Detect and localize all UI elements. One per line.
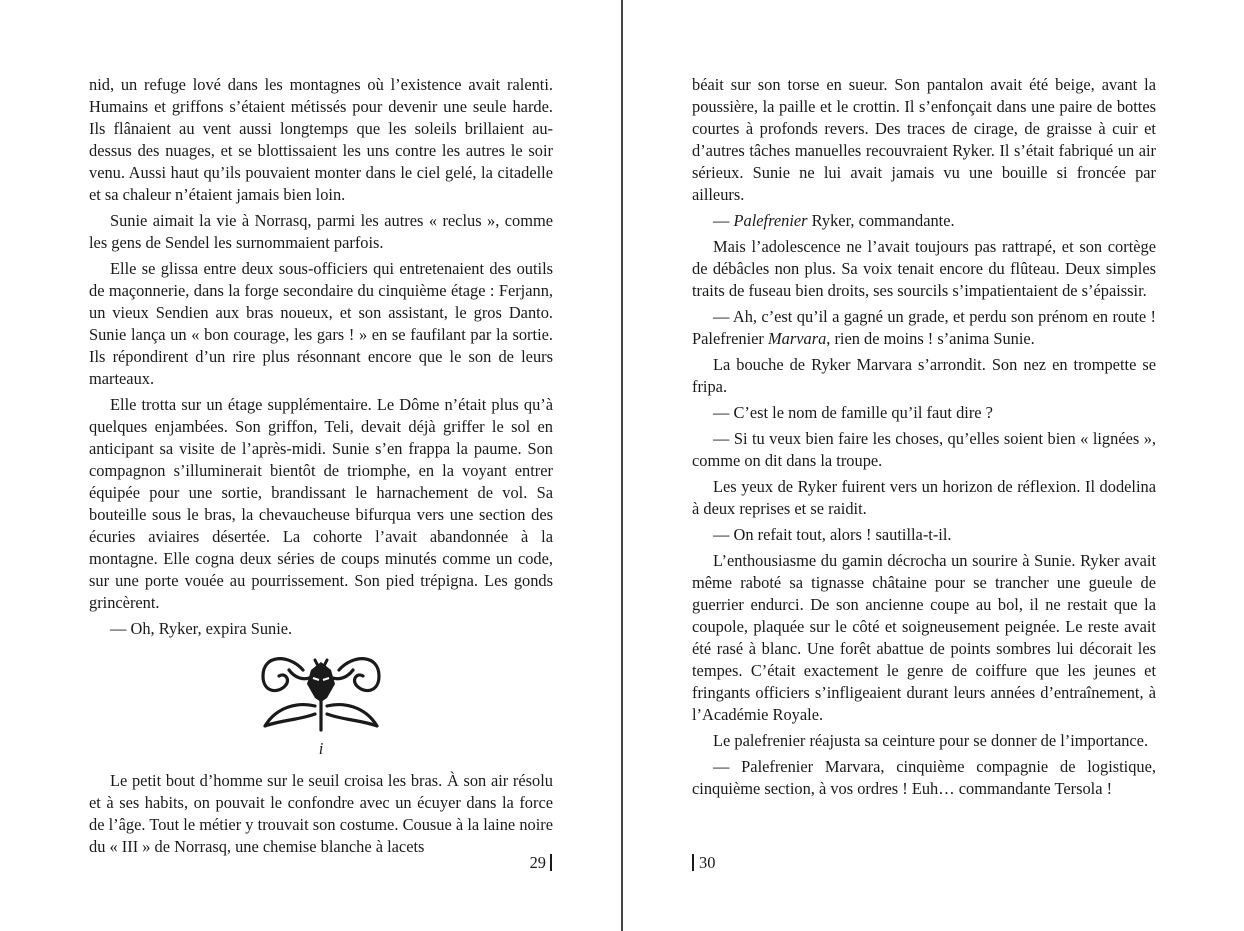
text-run: — [713, 211, 734, 230]
paragraph: Sunie aimait la vie à Norrasq, parmi les autres « reclus », comme les gens de Sendel les surnommaient parfois. [89, 211, 553, 252]
text-run: , rien de moins ! s’anima Sunie. [826, 329, 1035, 348]
paragraph: — Si tu veux bien faire les choses, qu’elles soient bien « lignées », comme on dit dans la troupe. [692, 429, 1156, 470]
page-number-left [530, 853, 552, 873]
folio-number: 30 [699, 853, 716, 872]
paragraph: Les yeux de Ryker fuirent vers un horizon de réflexion. Il dodelina à deux reprises et se raidit. [692, 477, 1156, 518]
paragraph: Mais l’adolescence ne l’avait toujours pas rattrapé, et son cortège de débâcles non plus. Sa voix tenait encore du flûteau. Deux simples traits de fuseau bien droits, ses sourcils s’impatientaient de s’épaissir. [692, 237, 1156, 300]
italic-text: Palefrenier [733, 211, 808, 230]
italic-text: Marvara [768, 329, 827, 348]
paragraph [692, 306, 1156, 350]
griffin-emblem-icon [259, 648, 383, 732]
paragraph [692, 210, 1156, 232]
section-break [89, 648, 553, 760]
page-number-right [692, 853, 715, 873]
paragraph: Le petit bout d’homme sur le seuil croisa les bras. À son air résolu et à ses habits, on pouvait le confondre avec un écuyer dans la force de l’âge. Tout le métier y trouvait son costume. Cousue à la laine noire du « III » de Norrasq, une chemise blanche à lacets [89, 771, 553, 856]
paragraph: nid, un refuge lové dans les montagnes où l’existence avait ralenti. Humains et griffons s’étaient métissés pour devenir une seule harde. Ils flânaient au vent aussi longtemps que les soleils brillaient au-dessus des nuages, et se blottissaient les uns contre les autres le soir venu. Aussi haut qu’ils pouvaient monter dans le ciel gelé, la citadelle et sa chaleur n’étaient jamais bien loin. [89, 75, 553, 204]
paragraph: Le palefrenier réajusta sa ceinture pour se donner de l’importance. [713, 731, 1149, 750]
text-run: Ryker, commandante. [807, 211, 955, 230]
paragraph: Elle se glissa entre deux sous-officiers qui entretenaient des outils de maçonnerie, dans la forge secondaire du cinquième étage : Ferjann, un vieux Sendien aux bras noueux, et son assistant, le gros Danto. Sunie lança un « bon courage, les gars ! » en se faufilant par la sortie. Ils répondirent d’un rire plus résonnant encore que le son de leurs marteaux. [89, 259, 553, 388]
folio-rule [550, 854, 552, 871]
left-page [89, 74, 553, 862]
page-gutter [621, 0, 623, 931]
paragraph: La bouche de Ryker Marvara s’arrondit. Son nez en trompette se fripa. [692, 355, 1156, 396]
section-number: i [318, 739, 324, 758]
folio-number: 29 [529, 853, 546, 872]
paragraph: — Oh, Ryker, expira Sunie. [110, 619, 293, 638]
paragraph: — On refait tout, alors ! sautilla-t-il. [713, 525, 952, 544]
paragraph: L’enthousiasme du gamin décrocha un sourire à Sunie. Ryker avait même raboté sa tignasse châtaine pour se trancher une gueule de guerrier endurci. De son ancienne coupe au bol, il ne restait que la coupole, plaquée sur le côté et soigneusement peignée. Le reste avait été rasé à blanc. Une forêt abattue de points sombres lui décorait les tempes. C’était exactement le genre de coiffure que les jeunes et fringants officiers s’infligeaient durant leurs années d’entraînement, à l’Académie Royale. [692, 551, 1156, 724]
right-page [692, 74, 1156, 804]
paragraph: — C’est le nom de famille qu’il faut dire ? [713, 403, 993, 422]
paragraph: béait sur son torse en sueur. Son pantalon avait été beige, avant la poussière, la paille et le crottin. Il s’enfonçait dans une paire de bottes courtes à profonds revers. Des traces de cirage, de graisse à cuir et d’autres tâches manuelles recouvraient Ryker. Il s’était fabriqué un air sérieux. Sunie ne lui avait jamais vu une bouille si froncée par ailleurs. [692, 75, 1156, 204]
paragraph: Elle trotta sur un étage supplémentaire. Le Dôme n’était plus qu’à quelques enjambées. Son griffon, Teli, devait déjà griffer le sol en anticipant sa visite de l’après-midi. Sunie s’en frappa la paume. Son compagnon s’illuminerait bientôt de triomphe, en la voyant entrer équipée pour une sortie, brandissant le harnachement de vol. Sa bouteille sous le bras, la chevaucheuse bifurqua vers une section des écuries aviaires désertée. La cohorte l’avait abandonnée à la montagne. Elle cogna deux séries de coups minutés comme un code, sur une porte vouée au pourrissement. Son pied trépigna. Les gonds grincèrent. [89, 395, 553, 612]
folio-rule [692, 854, 694, 871]
paragraph: — Palefrenier Marvara, cinquième compagnie de logistique, cinquième section, à vos ordres ! Euh… commandante Tersola ! [692, 757, 1156, 798]
text-run: — Ah, c’est qu’il a gagné un grade, et perdu son prénom en route ! Palefrenier [692, 307, 1156, 348]
